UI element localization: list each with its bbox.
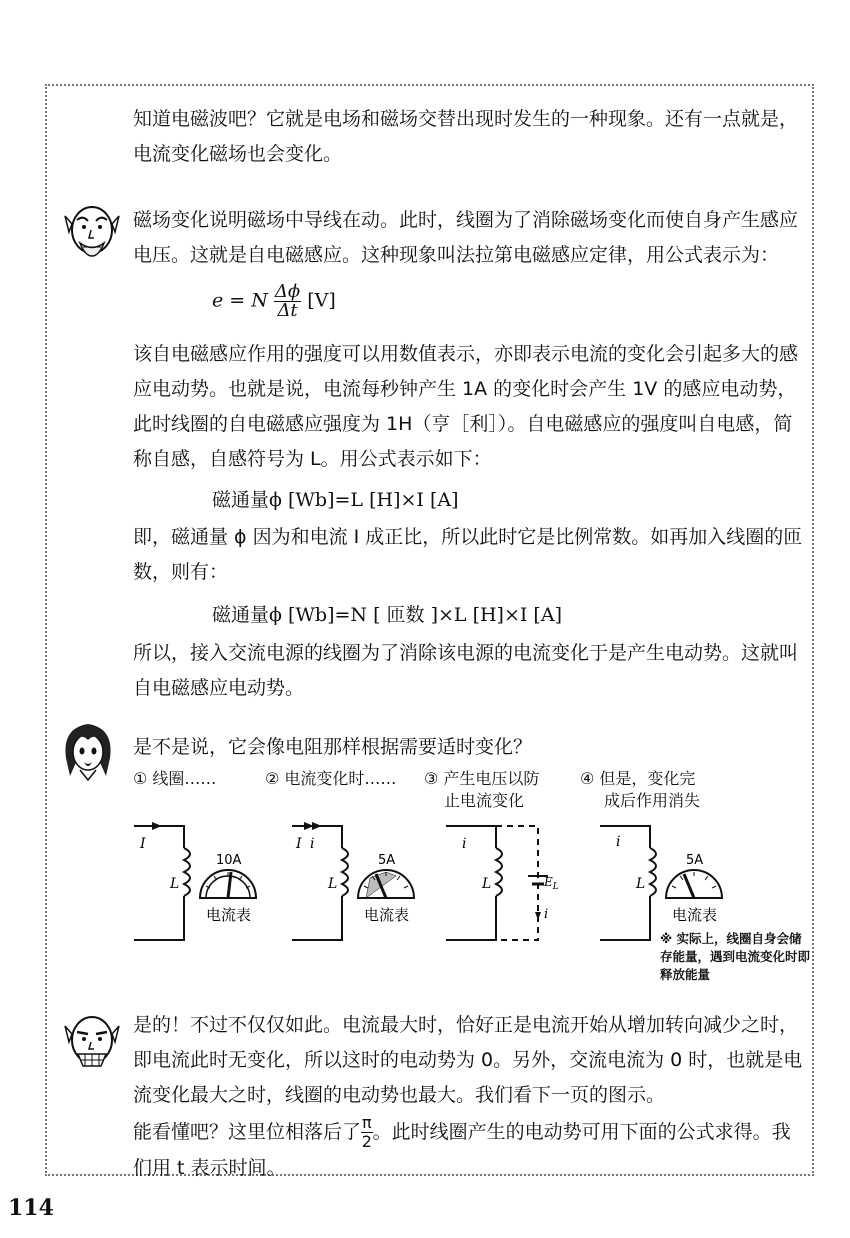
paragraph-5: 所以，接入交流电源的线圈为了消除该电源的电流变化于是产生电动势。这就叫自电磁感应电动势。 (133, 642, 799, 699)
flux-formula: 磁通量ϕ [Wb]=L [H]×I [A] (212, 489, 459, 511)
paragraph-8-end: 。此时线圈产生的电动势可用下面的公式求得。我们用 t 表示时间。 (133, 1121, 791, 1179)
label-I: I (296, 836, 302, 852)
paragraph-7: 是的！不过不仅仅如此。电流最大时，恰好正是电流开始从增加转向减少之时，即电流此时无变化，所以这时的电动势为 0。另外，交流电流为 0 时，也就是电流变化最大之时，线圈的电动势也最大。我们看下一页的图示。 (133, 1014, 803, 1106)
meter-1-label: 电流表 (206, 906, 252, 924)
formula-numerator: Δϕ (274, 281, 301, 302)
label-L: L (170, 876, 180, 892)
paragraph-4: 即，磁通量 ϕ 因为和电流 I 成正比，所以此时它是比例常数。如再加入线圈的匝数，则有： (133, 526, 803, 583)
circuit-3 (440, 812, 560, 947)
phase-fraction (361, 1114, 373, 1151)
label-i: i (462, 836, 467, 852)
circuit-4 (594, 812, 744, 947)
paragraph-1: 知道电磁波吧？它就是电场和磁场交替出现时发生的一种现象。还有一点就是，电流变化磁场也会变化。 (133, 108, 799, 165)
label-EL (543, 875, 559, 892)
label-i-induced: i (544, 907, 549, 922)
label-L: L (636, 876, 646, 892)
paragraph-3: 该自电磁感应作用的强度可以用数值表示，亦即表示电流的变化会引起多大的感应电动势。也就是说，电流每秒钟产生 1A 的变化时会产生 1V 的感应电动势，此时线圈的自电磁感应强度为 1H（亨［利］）。自电磁感应的强度叫自电感，简称自感，自感符号为 L。用公式表示如下： (133, 343, 799, 470)
phase-fraction-numerator: π (362, 1113, 372, 1132)
meter-4-label: 电流表 (672, 906, 718, 924)
formula-unit: [V] (307, 289, 336, 312)
figure-note: ※ 实际上，线圈自身会储存能量，遇到电流变化时即释放能量 (660, 931, 811, 982)
paragraph-8-start: 能看懂吧？这里位相落后了 (133, 1121, 362, 1143)
meter-1-value: 10A (216, 853, 242, 868)
phase-fraction-denominator: 2 (361, 1132, 372, 1151)
formula-denominator: Δt (277, 300, 298, 321)
label-i: i (616, 834, 621, 850)
page-number: 114 (8, 1195, 54, 1221)
step-2-caption: ② 电流变化时…… (265, 769, 397, 788)
paragraph-6: 是不是说，它会像电阻那样根据需要适时变化？ (133, 736, 533, 758)
label-I: I (140, 836, 146, 852)
formula-lhs: e = N (212, 289, 268, 312)
circuit-1 (128, 812, 278, 947)
label-L: L (482, 876, 492, 892)
step-4-caption-line2: 成后作用消失 (604, 791, 701, 810)
circuit-2 (286, 812, 436, 947)
formula-fraction (274, 283, 301, 320)
faraday-formula (212, 283, 336, 320)
step-4-caption-line1: ④ 但是，变化完 (580, 769, 696, 788)
meter-4-value: 5A (686, 853, 704, 868)
paragraph-8 (133, 1114, 805, 1186)
step-3-caption-line1: ③ 产生电压以防 (424, 769, 540, 788)
old-man-avatar (63, 200, 121, 266)
girl-avatar (58, 718, 118, 784)
flux-turns-formula: 磁通量ϕ [Wb]=N [ 匝数 ]×L [H]×I [A] (212, 604, 562, 626)
step-3-caption-line2: 止电流变化 (444, 791, 525, 810)
meter-2-label: 电流表 (364, 906, 410, 924)
paragraph-2: 磁场变化说明磁场中导线在动。此时，线圈为了消除磁场变化而使自身产生感应电压。这就是自电磁感应。这种现象叫法拉第电磁感应定律，用公式表示为： (133, 209, 799, 266)
label-L: L (328, 876, 338, 892)
label-i: i (310, 836, 315, 852)
label-EL-sub: L (552, 882, 559, 892)
label-EL-main: E (544, 875, 553, 889)
meter-2-value: 5A (378, 853, 396, 868)
step-1-caption: ① 线圈…… (133, 769, 217, 788)
old-man-avatar-2 (63, 1010, 121, 1076)
